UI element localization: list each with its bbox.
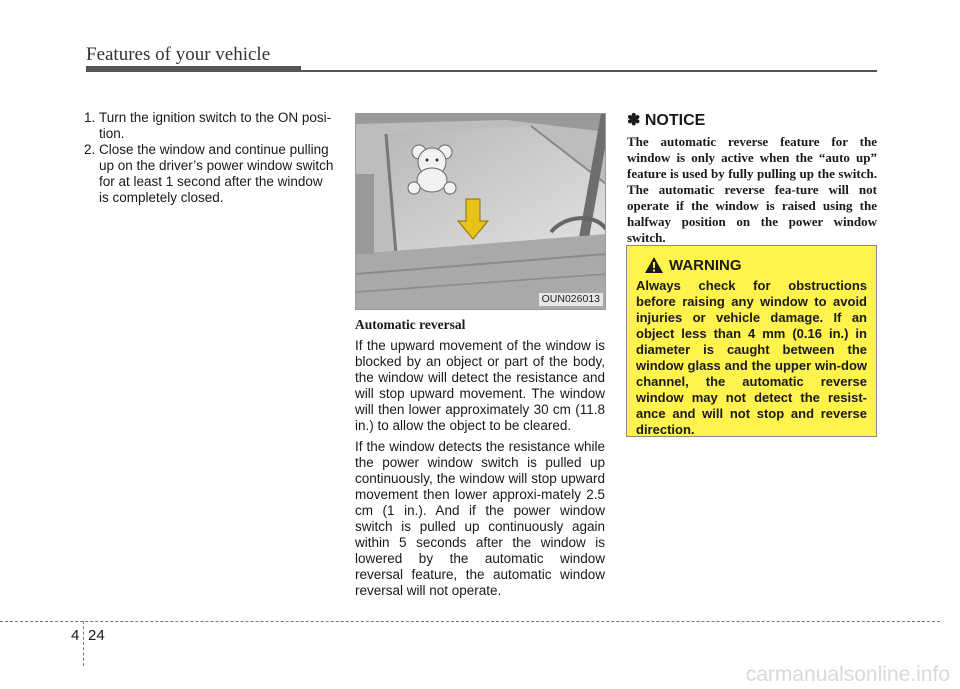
notice-title: NOTICE: [644, 112, 706, 129]
warning-body: Always check for obstructions before raising any window to avoid injuries or vehicle damage. If an object less than 4 mm (0.16 in.) in diameter is caught between the window glass and the upper win-dow channel, the automatic reverse window may not detect the resist-ance and will not stop and reverse direction.: [636, 278, 867, 437]
step-item: [84, 142, 334, 206]
car-window-drawing: [356, 114, 606, 310]
footer-divider: [83, 621, 84, 666]
warning-title: WARNING: [669, 256, 742, 274]
step-number: 2.: [84, 142, 96, 157]
paragraph: If the upward movement of the window is blocked by an object or part of the body, the window will detect the resistance and will stop upward movement. The window will then lower approximately 30 cm (11.8 in.) to allow the object to be cleared.: [355, 338, 605, 433]
notice-heading: [627, 110, 877, 130]
watermark: carmanualsonline.info: [745, 663, 950, 686]
warning-heading: [644, 256, 867, 274]
header-bar-thick: [86, 66, 301, 72]
section-heading: Automatic reversal: [355, 317, 466, 332]
warning-box: [626, 245, 877, 437]
figure-code: OUN026013: [539, 293, 603, 306]
chapter-number: 4: [71, 627, 80, 644]
step-text: Close the window and continue pulling up on the driver’s power window switch for at least 1 second after the window is completely closed.: [99, 142, 334, 205]
paragraph: If the window detects the resistance while the power window switch is pulled up continuously, the window will stop upward movement then lower approxi-mately 2.5 cm (1 in.). And if the power window switch is pulled up continuously again within 5 seconds after the window is lowered by the automatic window reversal feature, the automatic window reversal will not operate.: [355, 439, 605, 598]
page-header-title: Features of your vehicle: [86, 44, 271, 65]
step-text: Turn the ignition switch to the ON posi-tion.: [99, 110, 332, 141]
notice-symbol-icon: ✽: [627, 112, 641, 129]
window-illustration: [355, 113, 606, 310]
notice-body: The automatic reverse feature for the window is only active when the “auto up” feature is used by fully pulling up the switch. The automatic reverse fea-ture will not operate if the window is raised using the halfway position on the power window switch.: [627, 134, 877, 245]
footer-rule: [0, 621, 940, 622]
automatic-reversal-section: [355, 317, 605, 604]
warning-triangle-icon: [644, 256, 664, 274]
page-number: 24: [88, 627, 105, 644]
step-item: [84, 110, 334, 142]
header-rule: [301, 70, 877, 72]
steps-column: [84, 110, 334, 206]
notice-box: [627, 110, 877, 246]
steps-list: [84, 110, 334, 206]
step-number: 1.: [84, 110, 96, 125]
